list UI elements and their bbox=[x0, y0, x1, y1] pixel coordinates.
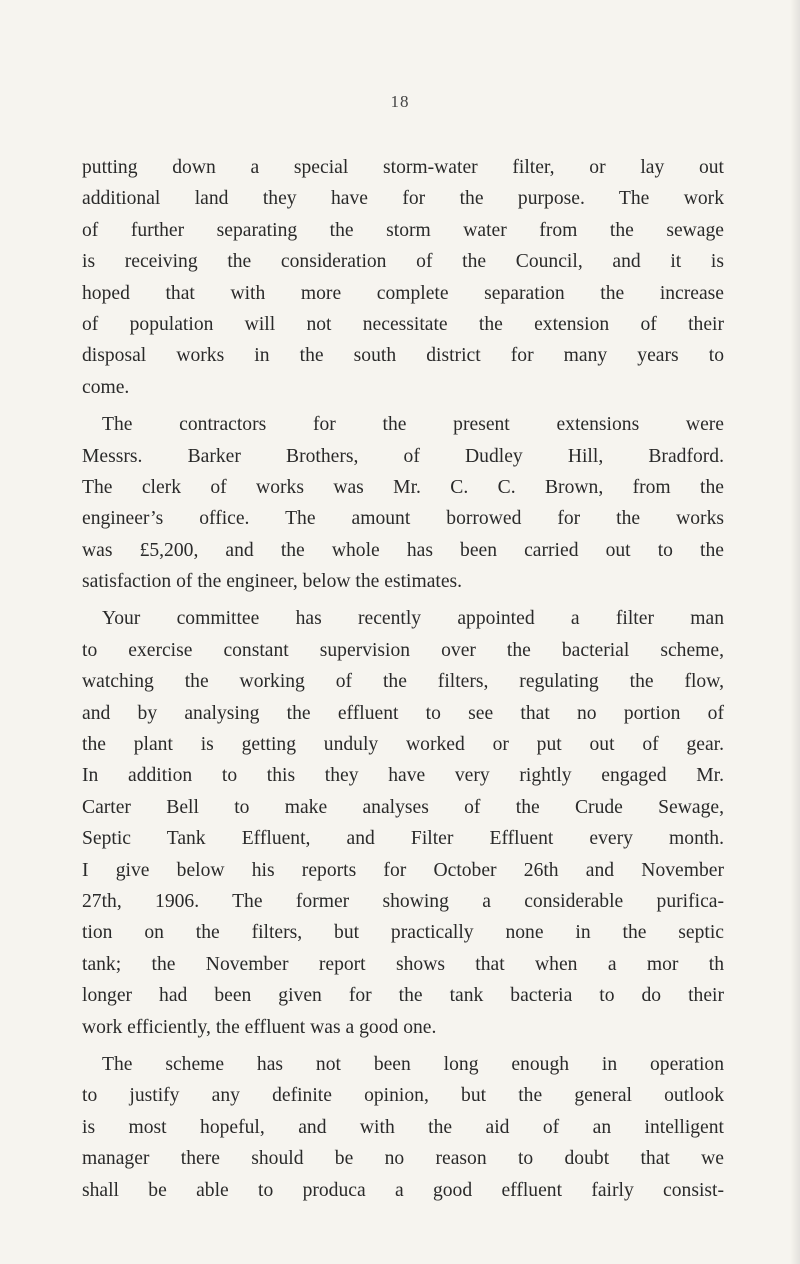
text-line: Messrs. Barker Brothers, of Dudley Hill, Bradford. bbox=[82, 445, 724, 467]
text-line: tank; the November report shows that when a mor th bbox=[82, 953, 724, 975]
text-line: putting down a special storm-water filter, or lay out bbox=[82, 157, 724, 178]
text-line: disposal works in the south district for many years to bbox=[82, 345, 724, 367]
text-line: Carter Bell to make analyses of the Crude Sewage, bbox=[82, 796, 724, 818]
text-line: is most hopeful, and with the aid of an intelligent bbox=[82, 1116, 724, 1138]
text-line: longer had been given for the tank bacteria to do their bbox=[82, 985, 724, 1007]
text-line: The contractors for the present extensions were bbox=[102, 414, 724, 436]
text-line: and by analysing the effluent to see that no portion of bbox=[82, 702, 724, 724]
text-line: tion on the filters, but practically none in the septic bbox=[82, 922, 724, 944]
page-number: 18 bbox=[390, 92, 410, 111]
text-line: of further separating the storm water from the sewage bbox=[82, 219, 724, 241]
text-line: to exercise constant supervision over the bacterial scheme, bbox=[82, 639, 724, 661]
text-line: is receiving the consideration of the Council, and it is bbox=[82, 251, 724, 273]
text-line: of population will not necessitate the extension of their bbox=[82, 313, 724, 335]
text-line: the plant is getting unduly worked or put out of gear. bbox=[82, 734, 724, 756]
paragraph-2 bbox=[82, 409, 724, 597]
text-line: satisfaction of the engineer, below the estimates. bbox=[82, 571, 463, 593]
text-line: additional land they have for the purpose. The work bbox=[82, 188, 724, 210]
text-line: manager there should be no reason to doubt that we bbox=[82, 1148, 724, 1170]
text-line: Your committee has recently appointed a filter man bbox=[102, 608, 724, 630]
text-line: engineer’s office. The amount borrowed for the works bbox=[82, 508, 724, 530]
text-line: The scheme has not been long enough in operation bbox=[102, 1053, 724, 1075]
paragraph-1 bbox=[82, 152, 724, 403]
paragraph-4 bbox=[82, 1049, 724, 1206]
text-line: was £5,200, and the whole has been carried out to the bbox=[82, 539, 724, 561]
text-line: watching the working of the filters, regulating the flow, bbox=[82, 671, 724, 693]
document-body bbox=[82, 152, 724, 1206]
text-line: The clerk of works was Mr. C. C. Brown, from the bbox=[82, 476, 724, 498]
text-line: Septic Tank Effluent, and Filter Effluent every month. bbox=[82, 828, 724, 850]
paragraph-3 bbox=[82, 603, 724, 1042]
text-line: In addition to this they have very rightly engaged Mr. bbox=[82, 765, 724, 787]
text-line: hoped that with more complete separation the increase bbox=[82, 282, 724, 304]
text-line: shall be able to produca a good effluent fairly consist- bbox=[82, 1179, 724, 1201]
text-line: to justify any definite opinion, but the general outlook bbox=[82, 1085, 724, 1107]
text-line: I give below his reports for October 26th and November bbox=[82, 859, 724, 881]
text-line: 27th, 1906. The former showing a considerable purifica- bbox=[82, 890, 724, 912]
page-edge-shadow bbox=[790, 0, 800, 1264]
text-line: work efficiently, the effluent was a good one. bbox=[82, 1016, 437, 1038]
text-line: come. bbox=[82, 376, 130, 398]
